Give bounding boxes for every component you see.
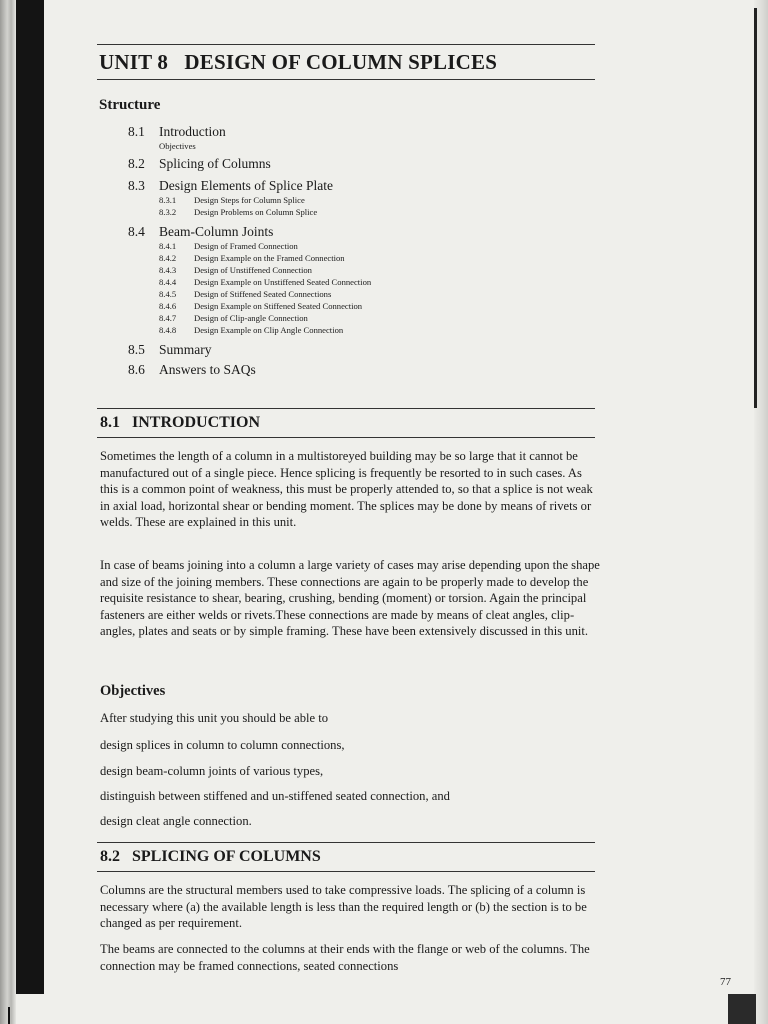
toc-item-number: 8.1 — [128, 124, 145, 139]
toc-subitem — [159, 288, 568, 300]
toc-subitem-label: Design Example on Stiffened Seated Connection — [194, 301, 363, 311]
toc-subitem-number: 8.4.3 — [159, 265, 177, 275]
structure-heading: Structure — [99, 97, 161, 113]
toc-subitem — [159, 312, 568, 324]
toc-item-number: 8.4 — [128, 224, 145, 239]
toc-item-label: Answers to SAQs — [159, 362, 256, 377]
objective-item: design cleat angle connection. — [100, 814, 252, 828]
toc-item — [128, 341, 568, 358]
objective-item: design splices in column to column connections, — [100, 738, 345, 752]
scan-corner-mark — [728, 994, 756, 1024]
title-rule-top — [97, 44, 595, 45]
toc-item — [128, 223, 568, 240]
unit-title: UNIT 8 DESIGN OF COLUMN SPLICES — [99, 50, 498, 74]
binding-shadow — [16, 0, 44, 994]
toc-subitem-number: 8.4.7 — [159, 313, 177, 323]
toc-item-label: Summary — [159, 342, 212, 357]
toc-item — [128, 123, 568, 140]
toc-subitem-number: 8.4.5 — [159, 289, 177, 299]
toc-subitem-number: 8.3.1 — [159, 195, 177, 205]
toc-item-number: 8.6 — [128, 362, 145, 377]
splicing-paragraph: The beams are connected to the columns at their ends with the flange or web of the columns. The connection may be framed connections, seated connections — [100, 942, 590, 973]
toc-item-number: 8.5 — [128, 342, 145, 357]
toc-subitem-label: Design Example on the Framed Connection — [194, 253, 345, 263]
toc-item-number: 8.3 — [128, 178, 145, 193]
intro-paragraph: Sometimes the length of a column in a multistoreyed building may be so large that it cannot be manufactured out of a single piece. Hence splicing is frequently be resorted to in such cases. As this is a common point of weakness, this must be properly attended to, so that a splice is not weak in axial load, horizontal shear or bending moment. The splices may be done by means of rivets or welds. These are explained in this unit. — [100, 449, 593, 530]
objectives-heading: Objectives — [100, 683, 166, 699]
toc-subitem — [159, 194, 568, 206]
toc-subitem — [159, 276, 568, 288]
objective-item: design beam-column joints of various types, — [100, 764, 324, 778]
splicing-rule-bottom — [97, 871, 595, 872]
toc-subitem — [159, 206, 568, 218]
toc-subitem-number: 8.4.6 — [159, 301, 177, 311]
toc-subitem-label: Design of Clip-angle Connection — [194, 313, 308, 323]
toc-subitem — [159, 240, 568, 252]
toc-subitem — [159, 264, 568, 276]
toc-subitem-label: Design of Stiffened Seated Connections — [194, 289, 332, 299]
toc-item-label: Design Elements of Splice Plate — [159, 178, 333, 193]
toc-item-label: Beam-Column Joints — [159, 224, 274, 239]
objectives-intro: After studying this unit you should be able to — [100, 711, 329, 725]
toc-subitem-label: Design Steps for Column Splice — [194, 195, 305, 205]
toc-subitem-number: 8.3.2 — [159, 207, 177, 217]
toc-subitem-label: Design Example on Clip Angle Connection — [194, 325, 344, 335]
table-of-contents — [128, 123, 568, 378]
toc-subitem — [159, 324, 568, 336]
toc-subitem-label: Design Example on Unstiffened Seated Connection — [194, 277, 372, 287]
toc-subitem-number: 8.4.8 — [159, 325, 177, 335]
intro-rule-bottom — [97, 437, 595, 438]
scan-edge-left — [0, 0, 16, 1024]
toc-subitem-label: Objectives — [159, 141, 196, 151]
toc-item — [128, 177, 568, 194]
toc-item-label: Introduction — [159, 124, 226, 139]
toc-item — [128, 155, 568, 172]
toc-subitem-label: Design of Unstiffened Connection — [194, 265, 312, 275]
splicing-rule-top — [97, 842, 595, 843]
toc-subitem — [159, 140, 568, 152]
toc-item-label: Splicing of Columns — [159, 156, 271, 171]
toc-subitem-number: 8.4.2 — [159, 253, 177, 263]
toc-subitem — [159, 252, 568, 264]
splicing-heading: 8.2 SPLICING OF COLUMNS — [100, 848, 321, 865]
toc-subitem-number: 8.4.4 — [159, 277, 177, 287]
toc-subitem-label: Design of Framed Connection — [194, 241, 298, 251]
toc-item — [128, 361, 568, 378]
toc-subitem-number: 8.4.1 — [159, 241, 177, 251]
title-rule-bottom — [97, 79, 595, 80]
intro-rule-top — [97, 408, 595, 409]
scan-edge-line — [754, 8, 757, 408]
objective-item: distinguish between stiffened and un-stiffened seated connection, and — [100, 789, 450, 803]
scan-tick-mark — [8, 1007, 10, 1024]
splicing-paragraph: Columns are the structural members used to take compressive loads. The splicing of a column is necessary where (a) the available length is less than the required length or (b) the section is to be changed as per requirement. — [100, 883, 587, 931]
intro-heading: 8.1 INTRODUCTION — [100, 414, 261, 431]
toc-subitem-label: Design Problems on Column Splice — [194, 207, 318, 217]
toc-subitem — [159, 300, 568, 312]
page-number: 77 — [720, 976, 731, 988]
intro-paragraph: In case of beams joining into a column a large variety of cases may arise depending upon the shape and size of the joining members. These connections are again to be properly made to develop the requisite resistance to shear, bearing, crushing, bending (moment) or torsion. Again the principal fasteners are either welds or rivets.These connections are made by means of cleat angles, clip-angles, plates and seats or by simple framing. These have been extensively discussed in this unit. — [100, 558, 600, 639]
toc-item-number: 8.2 — [128, 156, 145, 171]
